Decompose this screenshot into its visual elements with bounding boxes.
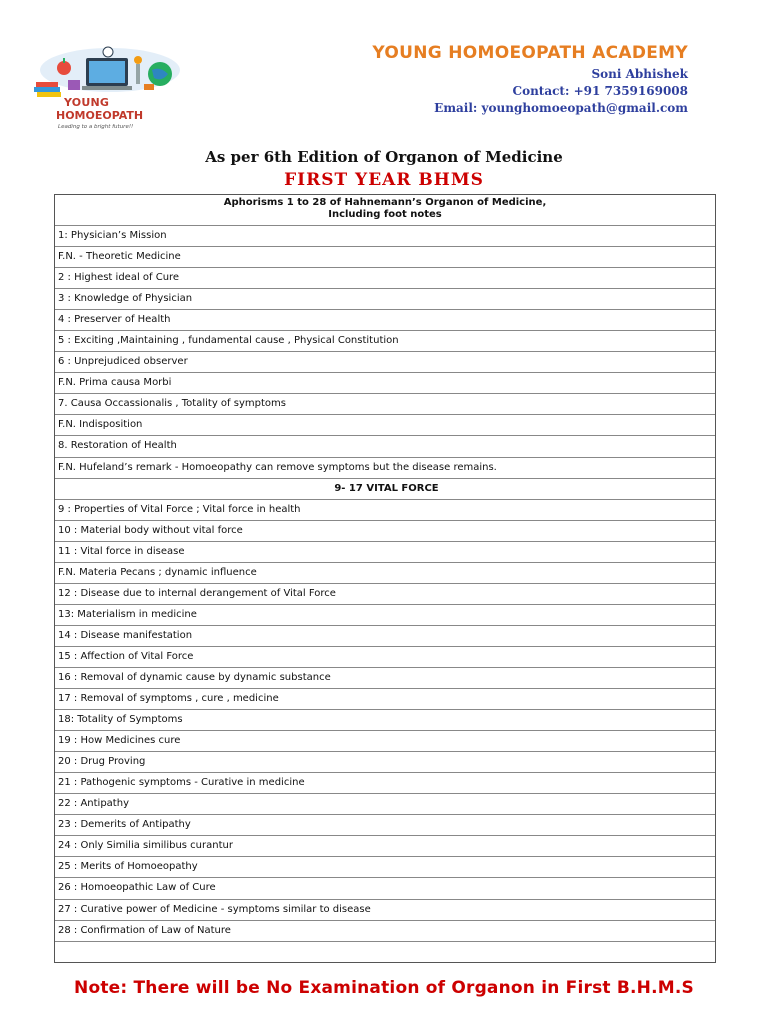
table-row: 12 : Disease due to internal derangement of Vital Force [55, 583, 715, 604]
table-row: 4 : Preserver of Health [55, 309, 715, 330]
academy-logo [28, 44, 184, 136]
table-row: 27 : Curative power of Medicine - symptoms similar to disease [55, 899, 715, 920]
table-row: 23 : Demerits of Antipathy [55, 814, 715, 835]
table-row: 13: Materialism in medicine [55, 604, 715, 625]
table-row: F.N. Prima causa Morbi [55, 372, 715, 393]
table-row: 1: Physician’s Mission [55, 225, 715, 246]
year-heading: FIRST YEAR BHMS [284, 170, 484, 190]
contact-email: Email: younghomoeopath@gmail.com [434, 101, 688, 115]
exam-note: Note: There will be No Examination of Organon in First B.H.M.S [74, 978, 694, 998]
table-row: 25 : Merits of Homoeopathy [55, 856, 715, 877]
contact-phone: Contact: +91 7359169008 [512, 84, 688, 98]
table-row: 8. Restoration of Health [55, 435, 715, 456]
table-row: 5 : Exciting ,Maintaining , fundamental cause , Physical Constitution [55, 330, 715, 351]
edition-heading: As per 6th Edition of Organon of Medicine [205, 148, 563, 166]
brand-line1: YOUNG [64, 96, 110, 109]
academy-title: YOUNG HOMOEOPATH ACADEMY [372, 43, 688, 63]
table-row: 18: Totality of Symptoms [55, 709, 715, 730]
table-row: 3 : Knowledge of Physician [55, 288, 715, 309]
table-row: 14 : Disease manifestation [55, 625, 715, 646]
table-row: F.N. Materia Pecans ; dynamic influence [55, 562, 715, 583]
table-row: 26 : Homoeopathic Law of Cure [55, 877, 715, 898]
table-row [55, 941, 715, 962]
table-row: 28 : Confirmation of Law of Nature [55, 920, 715, 941]
table-row: 19 : How Medicines cure [55, 730, 715, 751]
table-header [55, 195, 715, 225]
table-row: 22 : Antipathy [55, 793, 715, 814]
table-row: F.N. Indisposition [55, 414, 715, 435]
author-name: Soni Abhishek [591, 67, 688, 81]
table-row: 20 : Drug Proving [55, 751, 715, 772]
table-row: 11 : Vital force in disease [55, 541, 715, 562]
table-row: 21 : Pathogenic symptoms - Curative in medicine [55, 772, 715, 793]
table-header-line2: Including foot notes [328, 209, 442, 220]
table-header-line1: Aphorisms 1 to 28 of Hahnemann’s Organon of Medicine, [223, 197, 547, 208]
table-row: 6 : Unprejudiced observer [55, 351, 715, 372]
table-row: 7. Causa Occassionalis , Totality of symptoms [55, 393, 715, 414]
table-row: 16 : Removal of dynamic cause by dynamic substance [55, 667, 715, 688]
table-row: F.N. - Theoretic Medicine [55, 246, 715, 267]
table-row: 24 : Only Similia similibus curantur [55, 835, 715, 856]
brand-line2: HOMOEOPATH [56, 109, 144, 122]
table-row: 10 : Material body without vital force [55, 520, 715, 541]
table-row: 15 : Affection of Vital Force [55, 646, 715, 667]
aphorism-table [54, 194, 716, 963]
table-row: 9 : Properties of Vital Force ; Vital force in health [55, 499, 715, 520]
table-body [55, 225, 715, 962]
table-row: 2 : Highest ideal of Cure [55, 267, 715, 288]
logo-illustration-icon [28, 44, 184, 136]
table-row: F.N. Hufeland’s remark - Homoeopathy can remove symptoms but the disease remains. [55, 457, 715, 478]
section-row: 9- 17 VITAL FORCE [55, 478, 715, 499]
brand-tagline: Leading to a bright future!! [58, 124, 134, 130]
table-row: 17 : Removal of symptoms , cure , medicine [55, 688, 715, 709]
